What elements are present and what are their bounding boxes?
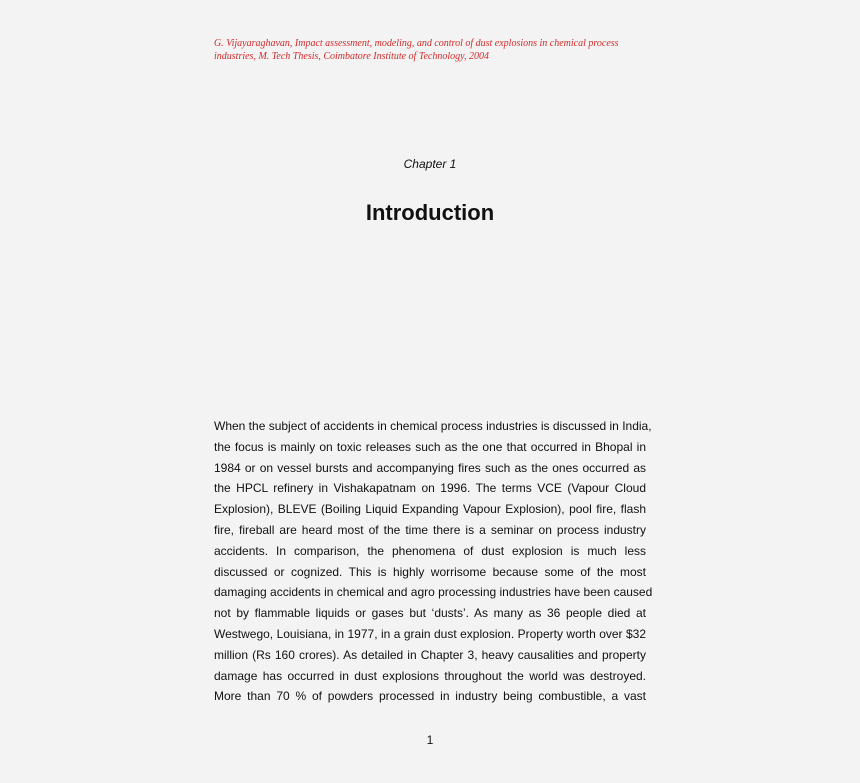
body-line: accidents. In comparison, the phenomena of dust explosion is much less xyxy=(214,543,646,558)
body-line: the HPCL refinery in Vishakapatnam on 1996. The terms VCE (Vapour Cloud xyxy=(214,481,646,496)
body-line: million (Rs 160 crores). As detailed in Chapter 3, heavy causalities and property xyxy=(214,647,646,662)
citation-line-1: G. Vijayaraghavan, Impact assessment, modeling, and control of dust explosions in chemical process xyxy=(214,38,619,49)
body-line: not by flammable liquids or gases but ‘dusts’. As many as 36 people died at xyxy=(214,606,646,621)
header-citation xyxy=(214,38,654,63)
chapter-title: Introduction xyxy=(365,200,495,225)
chapter-label: Chapter 1 xyxy=(403,157,457,171)
body-line: fire, fireball are heard most of the time there is a seminar on process industry xyxy=(214,522,646,537)
body-paragraph xyxy=(214,416,653,707)
body-line: damaging accidents in chemical and agro processing industries have been caused xyxy=(214,585,653,600)
body-line: Westwego, Louisiana, in 1977, in a grain dust explosion. Property worth over $32 xyxy=(214,626,646,641)
body-line: the focus is mainly on toxic releases such as the one that occurred in Bhopal in xyxy=(214,439,646,454)
body-line: Explosion), BLEVE (Boiling Liquid Expanding Vapour Explosion), pool fire, flash xyxy=(214,502,646,517)
body-line: 1984 or on vessel bursts and accompanying fires such as the ones occurred as xyxy=(214,460,646,475)
citation-line-2: industries, M. Tech Thesis, Coimbatore Institute of Technology, 2004 xyxy=(214,50,490,62)
body-line: When the subject of accidents in chemical process industries is discussed in India, xyxy=(214,419,652,433)
body-line: discussed or cognized. This is highly worrisome because some of the most xyxy=(214,564,646,579)
body-line: damage has occurred in dust explosions throughout the world was destroyed. xyxy=(214,668,646,683)
page-number: 1 xyxy=(426,733,434,747)
body-line: More than 70 % of powders processed in industry being combustible, a vast xyxy=(214,689,646,704)
